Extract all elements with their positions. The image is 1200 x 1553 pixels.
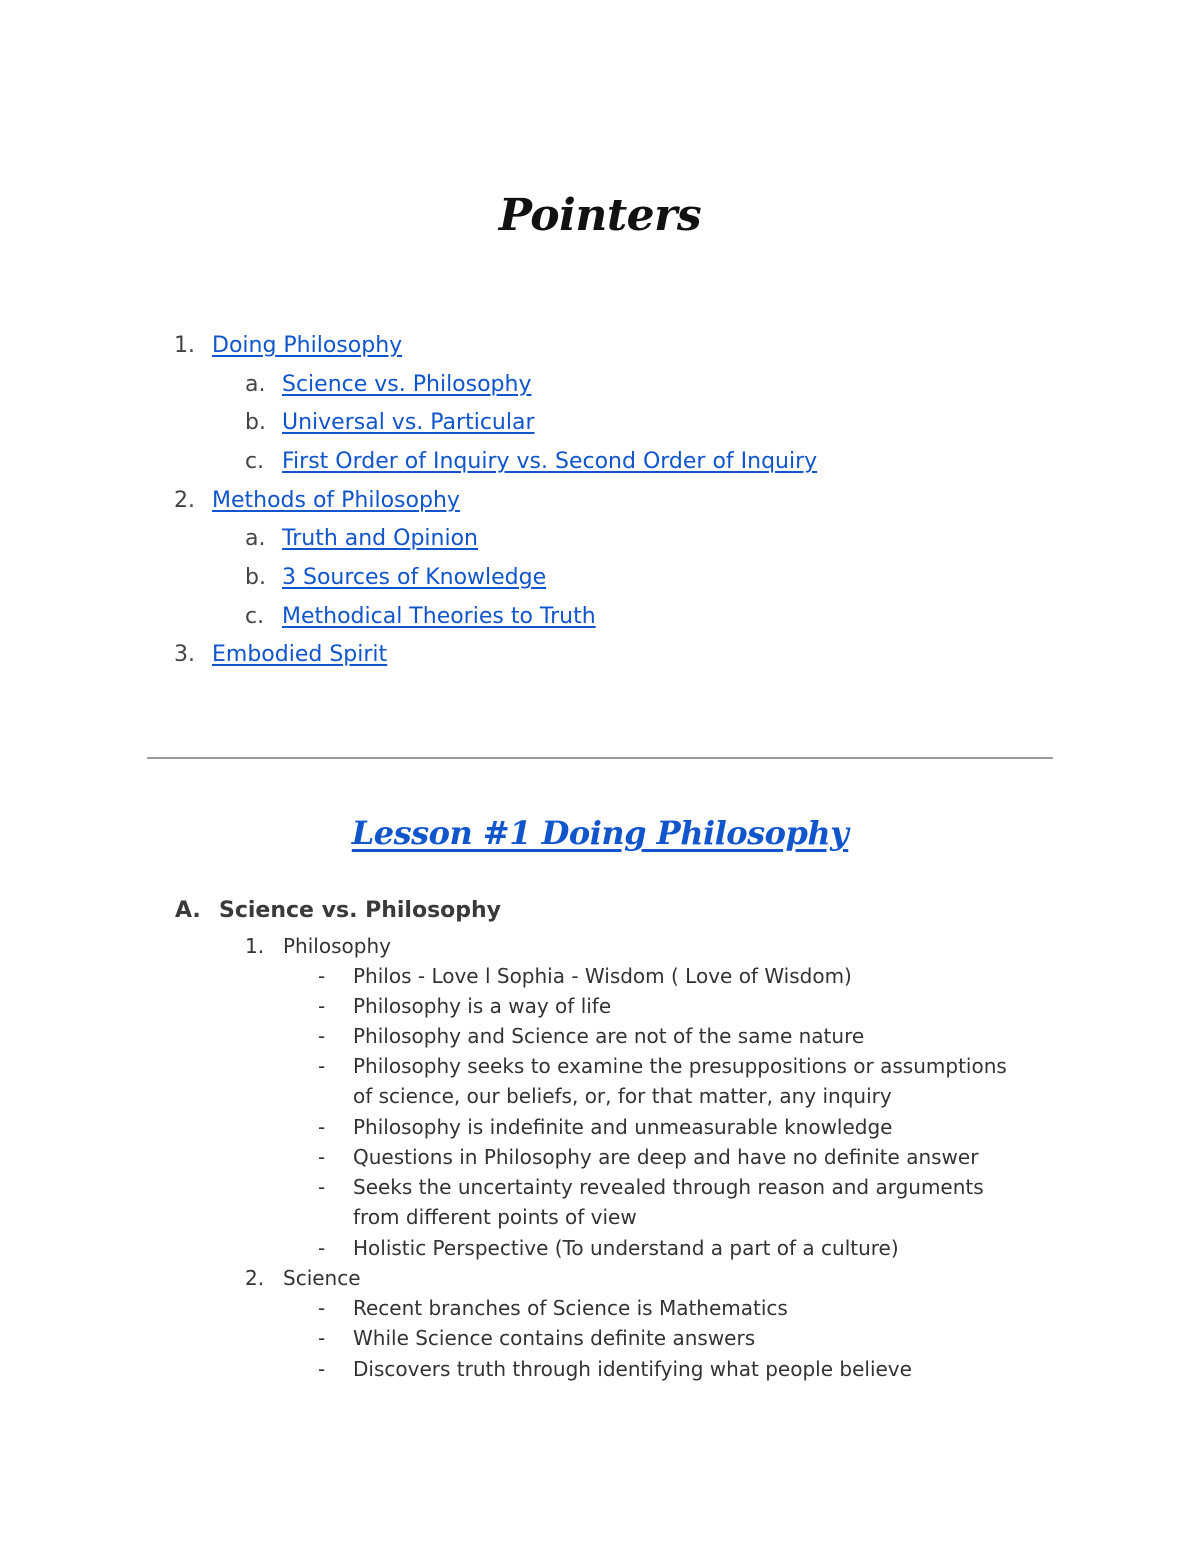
bullet-item — [318, 1323, 1078, 1353]
toc-subitem — [245, 602, 596, 632]
bullet-item — [318, 991, 1078, 1021]
bullet-item — [318, 1293, 1078, 1323]
bullet-item — [318, 1233, 1078, 1263]
section-heading — [175, 898, 501, 923]
list-item-heading — [245, 1263, 361, 1293]
toc-subitem — [245, 563, 546, 593]
toc-subitem — [245, 524, 478, 554]
bullet-dash: - — [318, 1296, 326, 1320]
bullet-text: Philos - Love l Sophia - Wisdom ( Love of Wisdom) — [353, 964, 852, 988]
bullet-dash: - — [318, 1326, 326, 1350]
toc-marker: 3. — [174, 642, 195, 667]
toc-link-truth-and-opinion[interactable]: Truth and Opinion — [282, 526, 478, 551]
list-item-number: 1. — [245, 934, 265, 958]
bullet-text: Recent branches of Science is Mathematics — [353, 1296, 788, 1320]
bullet-text-continued: from different points of view — [353, 1205, 637, 1229]
toc-marker: b. — [245, 565, 266, 590]
toc-item — [174, 331, 402, 361]
toc-link-orders-of-inquiry[interactable]: First Order of Inquiry vs. Second Order of Inquiry — [282, 449, 818, 474]
bullet-dash: - — [318, 1054, 326, 1078]
toc-link-doing-philosophy[interactable]: Doing Philosophy — [212, 333, 403, 358]
bullet-item — [318, 1142, 1078, 1172]
list-item-number: 2. — [245, 1266, 265, 1290]
bullet-dash: - — [318, 1175, 326, 1199]
toc-subitem — [245, 447, 817, 477]
bullet-item — [318, 1354, 1078, 1384]
bullet-dash: - — [318, 1357, 326, 1381]
bullet-text: While Science contains definite answers — [353, 1326, 756, 1350]
bullet-item — [318, 1021, 1078, 1051]
toc-marker: c. — [245, 449, 265, 474]
bullet-text: Holistic Perspective (To understand a part of a culture) — [353, 1236, 899, 1260]
bullet-text: Philosophy is indefinite and unmeasurable knowledge — [353, 1115, 893, 1139]
toc-subitem — [245, 370, 532, 400]
toc-marker: b. — [245, 410, 266, 435]
toc-link-methodical-theories[interactable]: Methodical Theories to Truth — [282, 604, 596, 629]
list-item-title: Science — [283, 1266, 361, 1290]
section-heading-text: Science vs. Philosophy — [219, 898, 502, 923]
toc-marker: 2. — [174, 488, 195, 513]
toc-marker: a. — [245, 526, 266, 551]
toc-link-embodied-spirit[interactable]: Embodied Spirit — [212, 642, 388, 667]
bullet-item — [318, 1172, 1078, 1232]
bullet-item — [318, 1112, 1078, 1142]
page-title: Pointers — [498, 190, 702, 241]
bullet-text-continued: of science, our beliefs, or, for that matter, any inquiry — [353, 1084, 892, 1108]
bullet-text: Seeks the uncertainty revealed through reason and arguments — [353, 1175, 984, 1199]
bullet-text: Philosophy is a way of life — [353, 994, 612, 1018]
bullet-text: Philosophy and Science are not of the same nature — [353, 1024, 865, 1048]
bullet-dash: - — [318, 994, 326, 1018]
bullet-dash: - — [318, 1145, 326, 1169]
toc-link-universal-vs-particular[interactable]: Universal vs. Particular — [282, 410, 535, 435]
bullet-text: Discovers truth through identifying what people believe — [353, 1357, 912, 1381]
toc-link-sources-of-knowledge[interactable]: 3 Sources of Knowledge — [282, 565, 547, 590]
bullet-item — [318, 1051, 1078, 1111]
toc-link-science-vs-philosophy[interactable]: Science vs. Philosophy — [282, 372, 532, 397]
toc-item — [174, 640, 387, 670]
toc-marker: 1. — [174, 333, 195, 358]
list-item-title: Philosophy — [283, 934, 391, 958]
horizontal-divider — [147, 757, 1053, 759]
toc-marker: a. — [245, 372, 266, 397]
toc-marker: c. — [245, 604, 265, 629]
toc-item — [174, 486, 460, 516]
bullet-dash: - — [318, 964, 326, 988]
lesson-title: Lesson #1 Doing Philosophy — [351, 814, 849, 852]
bullet-text: Philosophy seeks to examine the presuppositions or assumptions — [353, 1054, 1007, 1078]
section-label: A. — [175, 898, 201, 923]
bullet-text: Questions in Philosophy are deep and have no definite answer — [353, 1145, 979, 1169]
bullet-dash: - — [318, 1024, 326, 1048]
list-item-heading — [245, 931, 391, 961]
toc-link-methods-of-philosophy[interactable]: Methods of Philosophy — [212, 488, 460, 513]
bullet-dash: - — [318, 1236, 326, 1260]
bullet-dash: - — [318, 1115, 326, 1139]
toc-subitem — [245, 408, 535, 438]
bullet-item — [318, 961, 1078, 991]
